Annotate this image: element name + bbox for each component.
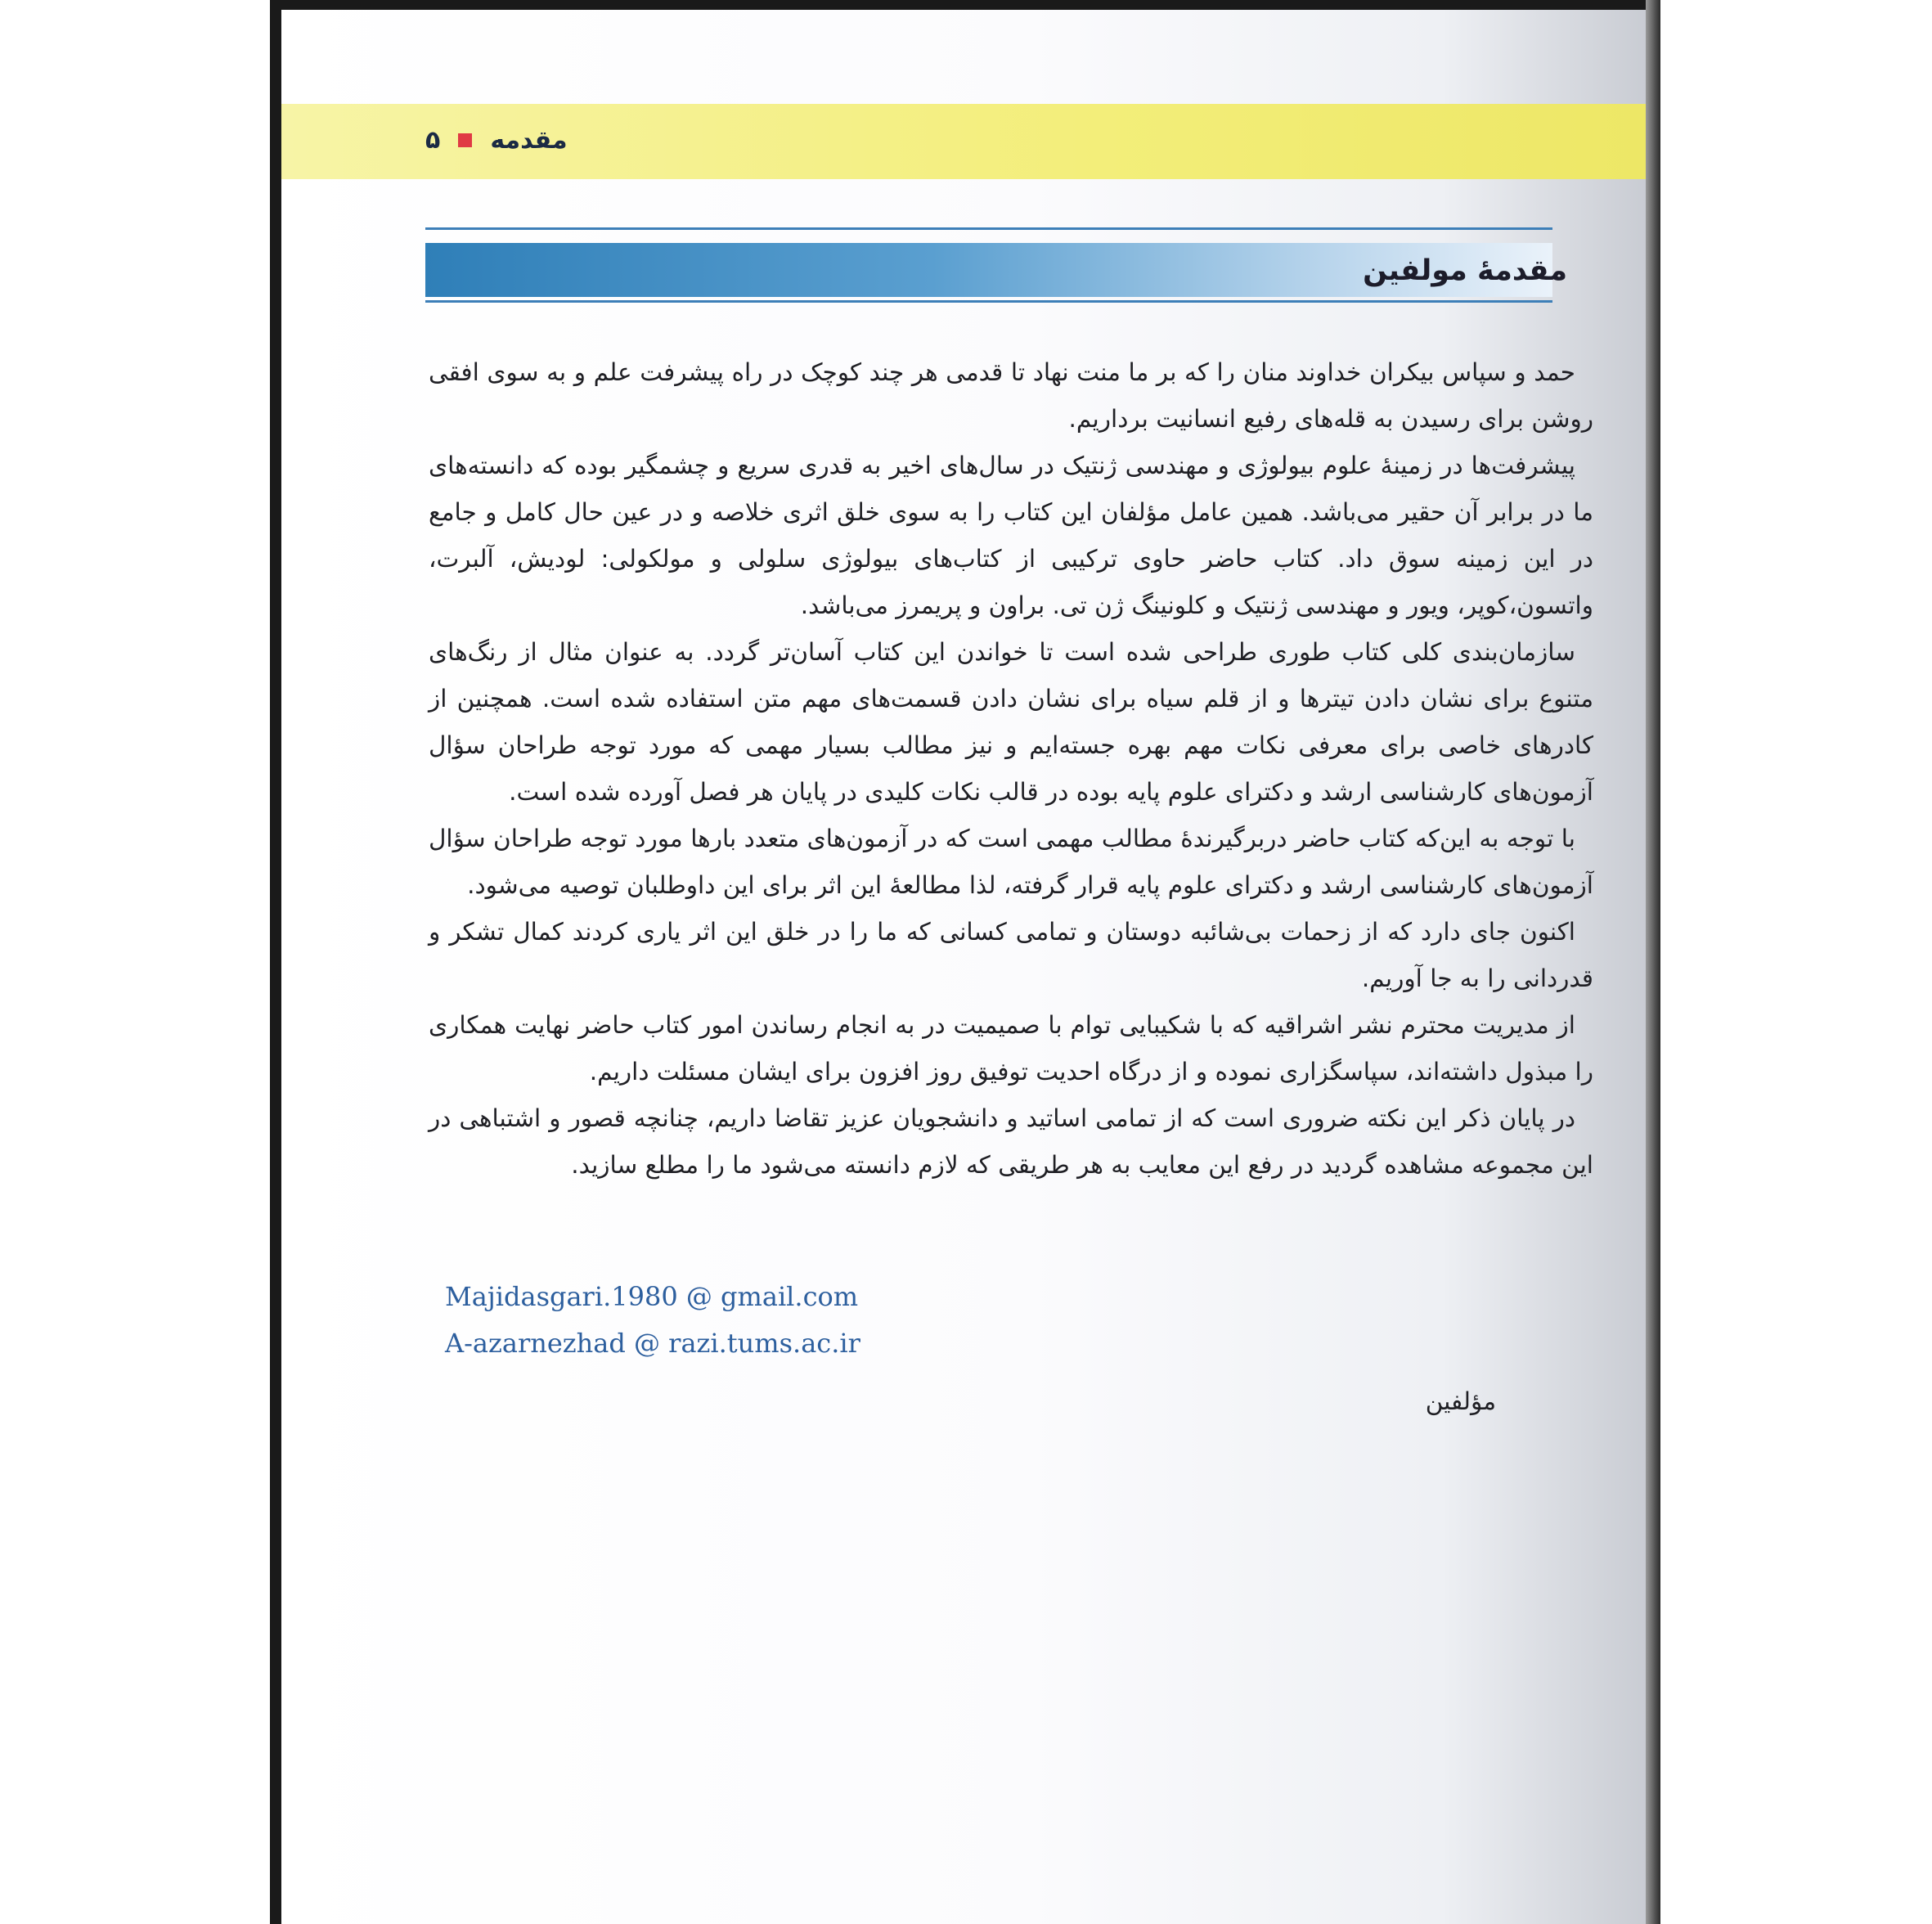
running-header [425, 120, 568, 160]
book-spine-left [270, 0, 281, 1924]
paragraph: سازمان‌بندی کلی کتاب طوری طراحی شده است تا خواندن این کتاب آسان‌تر گردد. به عنوان مثال از رنگ‌های متنوع برای نشان دادن تیترها و از قلم سیاه برای نشان دادن قسمت‌های مهم متن استفاده شده است. همچنین از کادرهای خاصی برای معرفی نکات مهم بهره جسته‌ایم و نیز مطالب بسیار مهمی که مورد توجه طراحان سؤال آزمون‌های کارشناسی ارشد و دکترای علوم پایه بوده در قالب نکات کلیدی در پایان هر فصل آورده شده است. [429, 638, 1593, 806]
paragraph: حمد و سپاس بیکران خداوند منان را که بر ما منت نهاد تا قدمی هر چند کوچک در راه پیشرفت علم و به سوی افقی روشن برای رسیدن به قله‌های رفیع انسانیت برداریم. [429, 358, 1593, 433]
author-emails [445, 1274, 860, 1367]
title-rule-bottom [425, 300, 1552, 303]
page-number: ۵ [425, 125, 441, 155]
running-header-title: مقدمه [490, 125, 568, 155]
title-rule-top [425, 227, 1552, 230]
book-page [281, 10, 1646, 1924]
paragraph: اکنون جای دارد که از زحمات بی‌شائبه دوستان و تمامی کسانی که ما را در خلق این اثر یاری کردند کمال تشکر و قدردانی را به جا آوریم. [429, 918, 1593, 992]
book-top-edge [270, 0, 1660, 10]
email-address: Majidasgari.1980 @ gmail.com [445, 1281, 859, 1312]
paragraph: در پایان ذکر این نکته ضروری است که از تمامی اساتید و دانشجویان عزیز تقاضا داریم، چنانچه قصور و اشتباهی در این مجموعه مشاهده گردید در رفع این معایب به هر طریقی که لازم دانسته می‌شود ما را مطلع سازید. [429, 1104, 1593, 1179]
paragraph: از مدیریت محترم نشر اشراقیه که با شکیبایی توام با صمیمیت در به انجام رساندن امور کتاب حاضر نهایت همکاری را مبذول داشته‌اند، سپاسگزاری نموده و از درگاه احدیت توفیق روز افزون برای ایشان مسئلت داریم. [429, 1011, 1593, 1086]
section-title: مقدمهٔ مولفین [1363, 254, 1567, 287]
paragraph: با توجه به این‌که کتاب حاضر دربرگیرندهٔ مطالب مهمی است که در آزمون‌های متعدد بارها مورد توجه طراحان سؤال آزمون‌های کارشناسی ارشد و دکترای علوم پایه قرار گرفته، لذا مطالعهٔ این اثر برای این داوطلبان توصیه می‌شود. [429, 825, 1593, 899]
red-square-bullet-icon [458, 133, 472, 147]
book-spine-right [1646, 0, 1660, 1924]
email-address: A-azarnezhad @ razi.tums.ac.ir [445, 1328, 860, 1359]
paragraph: پیشرفت‌ها در زمینهٔ علوم بیولوژی و مهندسی ژنتیک در سال‌های اخیر به قدری سریع و چشمگیر بوده که دانسته‌های ما در برابر آن حقیر می‌باشد. همین عامل مؤلفان این کتاب را به سوی خلق اثری خلاصه و در عین حال کامل و جامع در این زمینه سوق داد. کتاب حاضر حاوی ترکیبی از کتاب‌های بیولوژی سلولی و مولکولی: لودیش، آلبرت، واتسون،کوپر، ویور و مهندسی ژنتیک و کلونینگ ژن تی. براون و پریمرز می‌باشد. [429, 452, 1593, 619]
body-text [429, 349, 1593, 1189]
authors-signature: مؤلفین [1425, 1387, 1496, 1415]
